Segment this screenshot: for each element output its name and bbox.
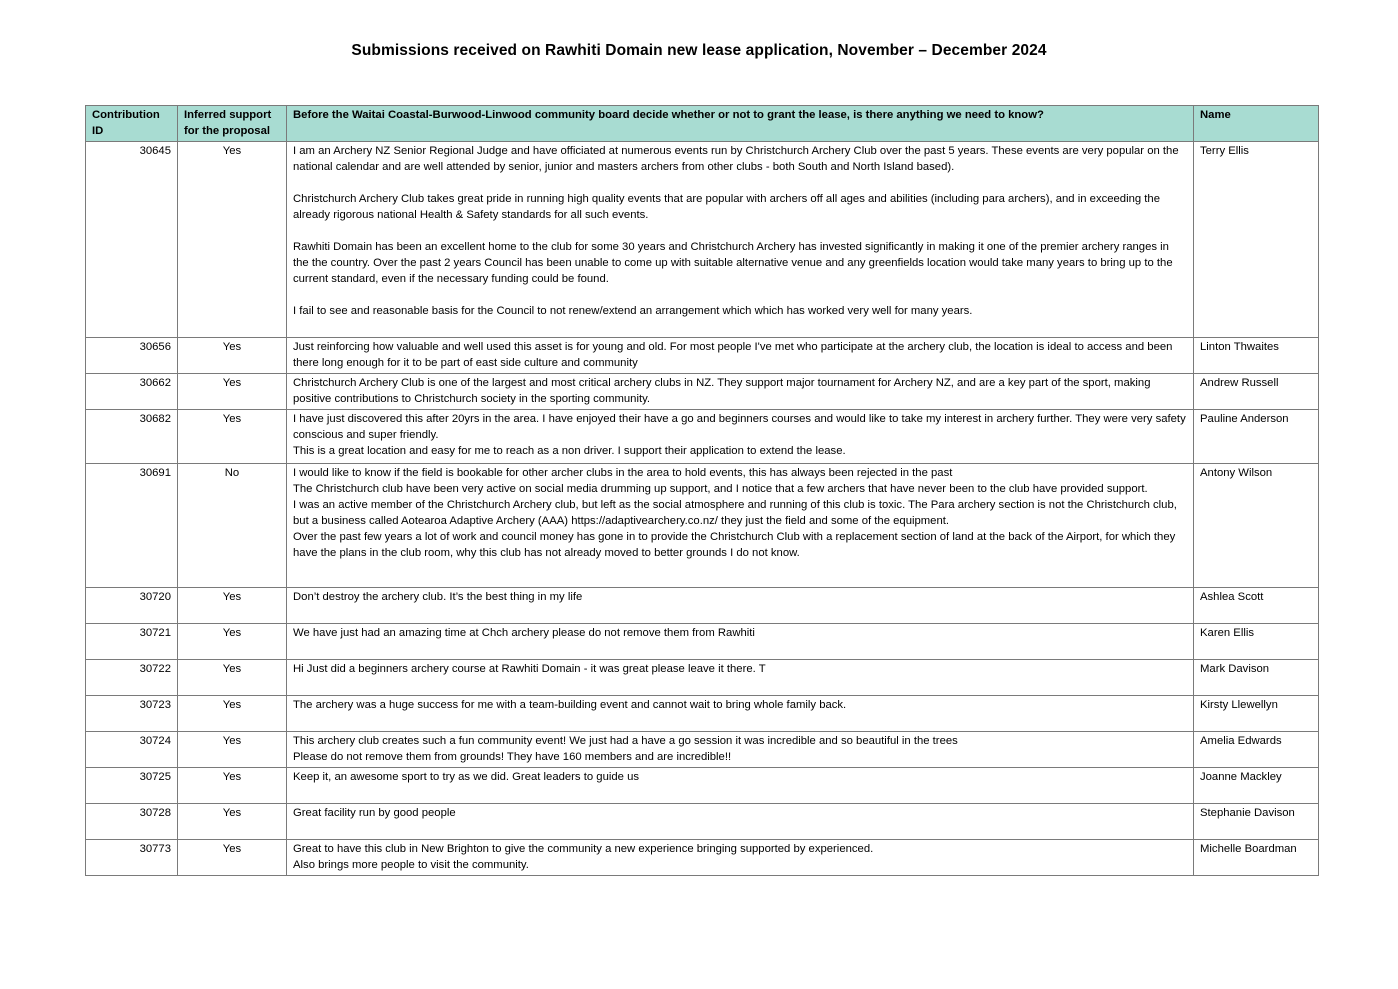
- comment-line: Also brings more people to visit the community.: [293, 859, 529, 871]
- comment-line: Please do not remove them from grounds! They have 160 members and are incredible!!: [293, 751, 732, 763]
- table-row: [86, 840, 1319, 876]
- comment-line: The Christchurch club have been very active on social media drumming up support, and I notice that a few archers that have never been to the club have provided support.: [293, 483, 1148, 495]
- comment-cell: [287, 732, 1194, 768]
- comment-line: Don’t destroy the archery club. It’s the best thing in my life: [293, 591, 583, 603]
- comment-line: Just reinforcing how valuable and well used this asset is for young and old. For most people I've met who participate at the archery club, the location is ideal to access and been there long enough for it to be part of east side culture and community: [293, 341, 1173, 369]
- comment-cell: [287, 660, 1194, 696]
- comment-line: The archery was a huge success for me with a team-building event and cannot wait to bring whole family back.: [293, 699, 847, 711]
- table-row: [86, 374, 1319, 410]
- comment-paragraph: I fail to see and reasonable basis for the Council to not renew/extend an arrangement which which has worked very well for many years.: [293, 305, 973, 317]
- comment-paragraph: Rawhiti Domain has been an excellent home to the club for some 30 years and Christchurch Archery has invested significantly in making it one of the premier archery ranges in the the country. Over the past 2 years Council has been unable to come up with suitable alternative venue and any greenfields location would take many years to bring up to the current standard, even if the necessary funding could be found.: [293, 241, 1173, 285]
- table-row: [86, 338, 1319, 374]
- comment-line: Great facility run by good people: [293, 807, 456, 819]
- table-row: [86, 410, 1319, 464]
- comment-cell: [287, 696, 1194, 732]
- inferred-support-cell: Yes: [178, 410, 287, 464]
- inferred-support-cell: Yes: [178, 142, 287, 338]
- table-row: [86, 142, 1319, 338]
- inferred-support-cell: Yes: [178, 374, 287, 410]
- submitter-name-cell: Amelia Edwards: [1194, 732, 1319, 768]
- contribution-id-cell: 30656: [86, 338, 178, 374]
- comment-line: Keep it, an awesome sport to try as we did. Great leaders to guide us: [293, 771, 639, 783]
- submitter-name-cell: Karen Ellis: [1194, 624, 1319, 660]
- inferred-support-cell: Yes: [178, 588, 287, 624]
- comment-paragraph: I am an Archery NZ Senior Regional Judge and have officiated at numerous events run by Christchurch Archery Club over the past 5 years. These events are very popular on the national calendar and are well attended by senior, junior and masters archers from other clubs - both South and North Island based).: [293, 145, 1179, 173]
- table-row: [86, 696, 1319, 732]
- contribution-id-cell: 30662: [86, 374, 178, 410]
- comment-line: I have just discovered this after 20yrs in the area. I have enjoyed their have a go and beginners courses and would like to take my interest in archery further. They were very safety conscious and super friendly.: [293, 413, 1186, 441]
- inferred-support-cell: Yes: [178, 732, 287, 768]
- contribution-id-cell: 30645: [86, 142, 178, 338]
- submitter-name-cell: Terry Ellis: [1194, 142, 1319, 338]
- comment-line: Hi Just did a beginners archery course at Rawhiti Domain - it was great please leave it there. T: [293, 663, 766, 675]
- contribution-id-cell: 30722: [86, 660, 178, 696]
- comment-line: This archery club creates such a fun community event! We just had a have a go session it was incredible and so beautiful in the trees: [293, 735, 958, 747]
- inferred-support-cell: Yes: [178, 840, 287, 876]
- comment-line: We have just had an amazing time at Chch archery please do not remove them from Rawhiti: [293, 627, 755, 639]
- comment-line: Over the past few years a lot of work and council money has gone in to provide the Christchurch Club with a replacement section of land at the back of the Airport, for which they have the plans in the club room, why this club has not already moved to better grounds I do not know.: [293, 531, 1176, 559]
- contribution-id-cell: 30720: [86, 588, 178, 624]
- inferred-support-cell: Yes: [178, 624, 287, 660]
- comment-cell: [287, 804, 1194, 840]
- table-row: [86, 624, 1319, 660]
- table-row: [86, 660, 1319, 696]
- inferred-support-cell: Yes: [178, 696, 287, 732]
- submitter-name-cell: Pauline Anderson: [1194, 410, 1319, 464]
- submissions-table: [85, 105, 1319, 876]
- table-row: [86, 588, 1319, 624]
- table-header-row: [86, 106, 1319, 142]
- comment-cell: [287, 142, 1194, 338]
- submitter-name-cell: Stephanie Davison: [1194, 804, 1319, 840]
- contribution-id-cell: 30723: [86, 696, 178, 732]
- contribution-id-cell: 30691: [86, 464, 178, 588]
- comment-cell: [287, 840, 1194, 876]
- comment-cell: [287, 588, 1194, 624]
- table-row: [86, 732, 1319, 768]
- contribution-id-cell: 30725: [86, 768, 178, 804]
- comment-cell: [287, 374, 1194, 410]
- submitter-name-cell: Kirsty Llewellyn: [1194, 696, 1319, 732]
- header-contribution-id: Contribution ID: [86, 106, 178, 142]
- comment-line: I would like to know if the field is bookable for other archer clubs in the area to hold events, this has always been rejected in the past: [293, 467, 953, 479]
- header-inferred-support: Inferred support for the proposal: [178, 106, 287, 142]
- header-question: Before the Waitai Coastal-Burwood-Linwood community board decide whether or not to grant the lease, is there anything we need to know?: [287, 106, 1194, 142]
- contribution-id-cell: 30728: [86, 804, 178, 840]
- table-row: [86, 804, 1319, 840]
- table-body: [86, 142, 1319, 876]
- table-row: [86, 768, 1319, 804]
- submitter-name-cell: Ashlea Scott: [1194, 588, 1319, 624]
- comment-line: I was an active member of the Christchurch Archery club, but left as the social atmosphere and running of this club is toxic. The Para archery section is not the Christchurch club, but a business called Aotearoa Adaptive Archery (AAA) https://adaptivearchery.co.nz/ they just the field and some of the equipment.: [293, 499, 1177, 527]
- comment-line: Christchurch Archery Club is one of the largest and most critical archery clubs in NZ. They support major tournament for Archery NZ, and are a key part of the sport, making positive contributions to Christchurch society in the sporting community.: [293, 377, 1151, 405]
- submitter-name-cell: Linton Thwaites: [1194, 338, 1319, 374]
- contribution-id-cell: 30773: [86, 840, 178, 876]
- contribution-id-cell: 30721: [86, 624, 178, 660]
- submitter-name-cell: Joanne Mackley: [1194, 768, 1319, 804]
- contribution-id-cell: 30682: [86, 410, 178, 464]
- comment-cell: [287, 464, 1194, 588]
- comment-cell: [287, 624, 1194, 660]
- comment-line: Great to have this club in New Brighton to give the community a new experience bringing supported by experienced.: [293, 843, 874, 855]
- inferred-support-cell: Yes: [178, 338, 287, 374]
- comment-line: This is a great location and easy for me to reach as a non driver. I support their application to extend the lease.: [293, 445, 846, 457]
- comment-cell: [287, 338, 1194, 374]
- comment-paragraph: Christchurch Archery Club takes great pride in running high quality events that are popular with archers off all ages and abilities (including para archers), and in exceeding the already rigorous national Health & Safety standards for all such events.: [293, 193, 1161, 221]
- inferred-support-cell: No: [178, 464, 287, 588]
- inferred-support-cell: Yes: [178, 768, 287, 804]
- submitter-name-cell: Andrew Russell: [1194, 374, 1319, 410]
- inferred-support-cell: Yes: [178, 804, 287, 840]
- document-title: Submissions received on Rawhiti Domain new lease application, November – December 2024: [351, 42, 1047, 59]
- submitter-name-cell: Antony Wilson: [1194, 464, 1319, 588]
- comment-cell: [287, 410, 1194, 464]
- table-row: [86, 464, 1319, 588]
- inferred-support-cell: Yes: [178, 660, 287, 696]
- comment-cell: [287, 768, 1194, 804]
- submitter-name-cell: Michelle Boardman: [1194, 840, 1319, 876]
- header-name: Name: [1194, 106, 1319, 142]
- submitter-name-cell: Mark Davison: [1194, 660, 1319, 696]
- contribution-id-cell: 30724: [86, 732, 178, 768]
